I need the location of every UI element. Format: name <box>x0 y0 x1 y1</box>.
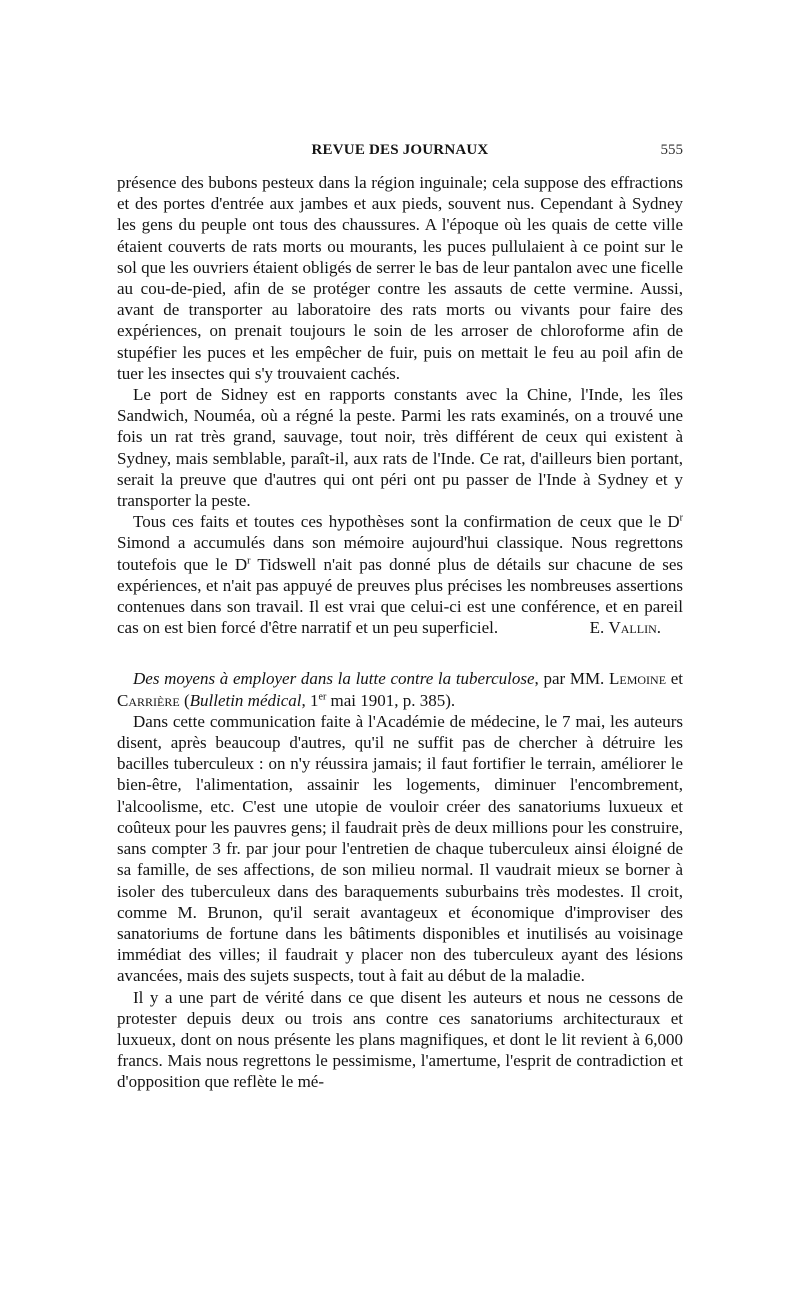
superscript: r <box>247 555 251 566</box>
paragraph-text: Tidswell n'ait pas donné plus de détails sur chacune de ses expériences, et n'ait pas appuyé de preuves plus précises les nombreuses assertions contenues dans son travail. Il est vrai que celui-ci est une conférence, et en pareil cas on est bien forcé d'être narratif et un peu superficiel. <box>117 554 683 638</box>
author-name: Lemoine <box>608 669 667 689</box>
paragraph: Dans cette communication faite à l'Académie de médecine, le 7 mai, les auteurs disent, après beaucoup d'autres, qu'il ne suffit pas de chercher à détruire les bacilles tuberculeux : on n'y réussira jamais; il faut fortifier le terrain, améliorer le bien-être, l'alimentation, assainir les logements, diminuer l'encombrement, l'alcoolisme, etc. C'est une utopie de vouloir créer des sanatoriums luxueux et coûteux pour les pauvres gens; il faudrait près de deux millions pour les construire, sans compter 3 fr. par jour pour l'entretien de chaque tuberculeux ainsi éloigné de sa famille, de ses affections, de son milieu normal. Il vaudrait mieux se borner à isoler des tuberculeux dans des baraquements suburbains très modestes. Il croit, comme M. Brunon, qu'il serait avantageux et économique d'improviser des sanatoriums de fortune dans les bâtiments disponibles et inutilisés au voisinage immédiat des villes; il faudrait y placer non des tuberculeux ayant des lésions avancées, mais des sujets suspects, tout à fait au début de la maladie. <box>117 711 683 986</box>
article-plague-review <box>117 172 683 638</box>
signature-name: Vallin. <box>608 618 661 638</box>
source-date: mai 1901, p. 385). <box>326 690 456 710</box>
page-number: 555 <box>660 142 683 158</box>
section-spacer <box>117 638 683 668</box>
paragraph: Il y a une part de vérité dans ce que disent les auteurs et nous ne cessons de protester depuis deux ou trois ans contre ces sanatoriums architecturaux et luxueux, dont on nous présente les plans magnifiques, et dont le lit revient à 6,000 francs. Mais nous regrettons le pessimisme, l'amertume, l'esprit de contradiction et d'opposition que reflète le mé- <box>117 987 683 1092</box>
page-header <box>117 142 683 168</box>
source-open: ( <box>179 690 190 710</box>
running-head: REVUE DES JOURNAUX <box>311 142 489 158</box>
paragraph: Le port de Sidney est en rapports constants avec la Chine, l'Inde, les îles Sandwich, Nouméa, où a régné la peste. Parmi les rats examinés, on a trouvé une fois un rat très grand, sauvage, tout noir, très différent de ceux qui existent à Sydney, mais semblable, paraît-il, aux rats de l'Inde. Ce rat, d'ailleurs bien portant, serait la preuve que d'autres qui ont péri ont pu passer de l'Inde à Sydney et y transporter la peste. <box>117 385 683 511</box>
author-name: Carrière <box>117 690 180 710</box>
author-connector: et <box>666 669 683 689</box>
title-connector: , par MM. <box>534 669 609 689</box>
source-journal: Bulletin médical <box>189 690 302 710</box>
superscript: er <box>318 691 327 703</box>
paragraph-text: Simond a accumulés dans son mémoire aujourd'hui classique. Nous regrettons toutefois que le D <box>117 533 683 574</box>
article-title-line <box>117 668 683 710</box>
superscript: r <box>679 512 683 524</box>
document-page <box>117 142 683 1093</box>
paragraph <box>117 511 683 638</box>
paragraph: présence des bubons pesteux dans la région inguinale; cela suppose des effractions et des portes d'entrée aux jambes et aux pieds, souvent nus. Cependant à Sydney les gens du peuple ont tous des chaussures. A l'époque où les quais de cette ville étaient couverts de rats morts ou mourants, les puces pullulaient à ce point sur le sol que les ouvriers étaient obligés de serrer le bas de leur pantalon avec une ficelle au cou-de-pied, afin de se protéger contre les assauts de cette vermine. Aussi, avant de transporter au laboratoire des rats morts ou vivants pour faire des expériences, on prenait toujours le soin de les arroser de chloroforme afin de stupéfier les puces et les empêcher de fuir, puis on mettait le feu au poil afin de tuer les insectes qui s'y trouvaient cachés. <box>117 173 683 383</box>
article-tuberculosis-review <box>117 668 683 1092</box>
source-date: , 1 <box>301 690 319 710</box>
paragraph-text: Tous ces faits et toutes ces hypothèses sont la confirmation de ceux que le D <box>133 512 680 532</box>
author-signature <box>574 617 683 638</box>
signature-initial: E. <box>589 618 609 638</box>
article-title: Des moyens à employer dans la lutte contre la tuberculose <box>133 669 535 689</box>
